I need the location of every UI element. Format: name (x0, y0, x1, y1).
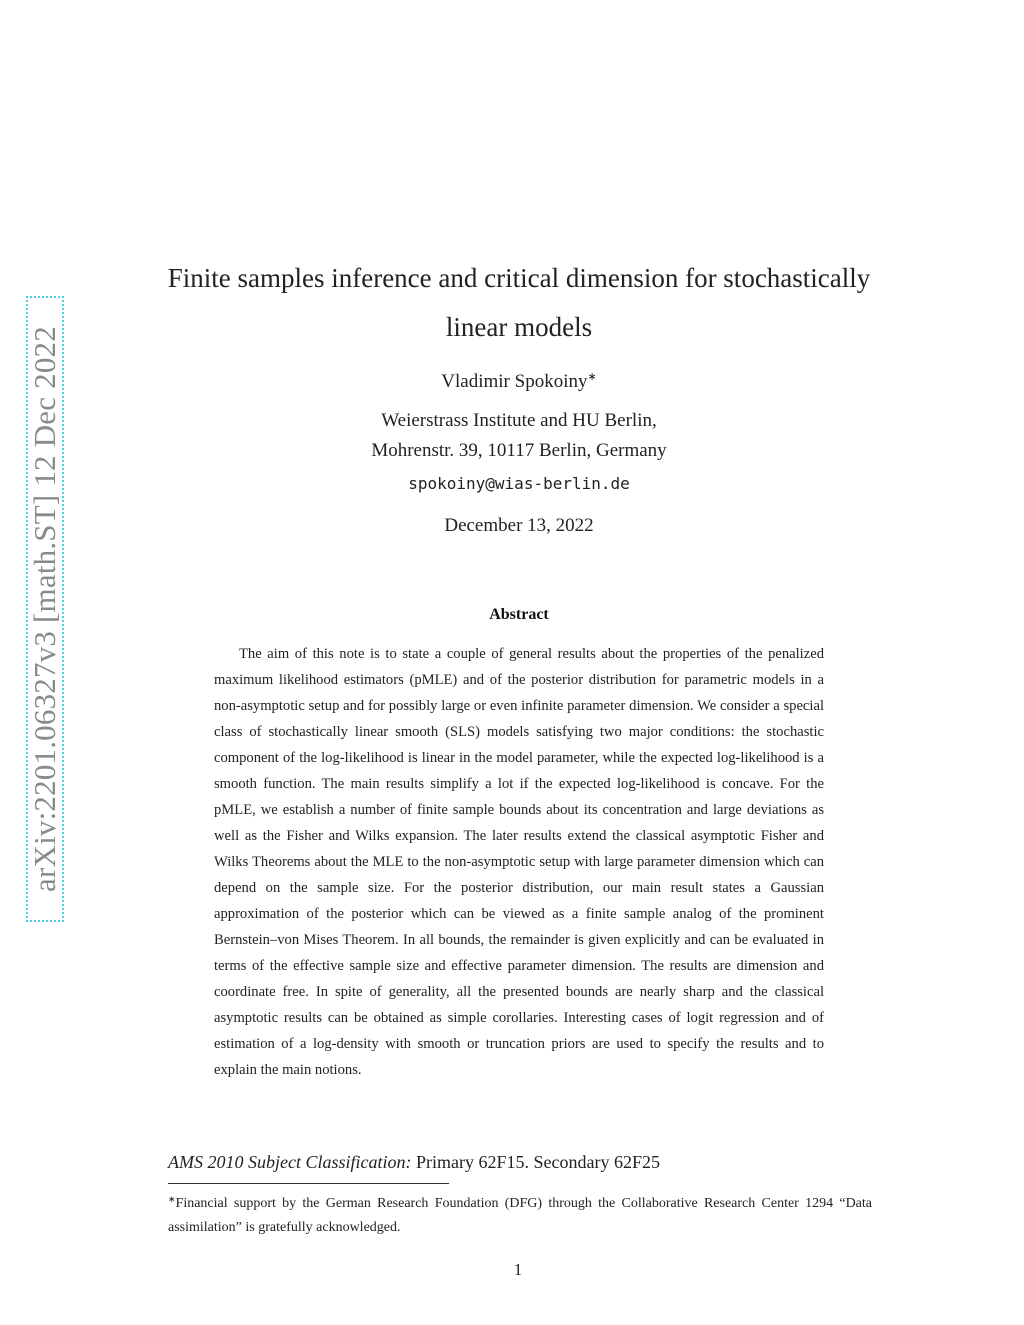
author-footnote-marker: ∗ (587, 371, 597, 383)
footnote-divider (168, 1183, 449, 1184)
subject-classification-value: Primary 62F15. Secondary 62F25 (415, 1152, 660, 1172)
page-number: 1 (513, 1260, 523, 1279)
footnote-text: Financial support by the German Research Foundation (DFG) through the Collaborative Research Center 1294 “Data assimilation” is gratefully acknowledged. (168, 1196, 872, 1235)
subject-classification (168, 1152, 660, 1173)
footnote-marker: ∗ (168, 1194, 176, 1204)
affiliation-line-2: Mohrenstr. 39, 10117 Berlin, Germany (371, 440, 667, 461)
funding-footnote (168, 1187, 872, 1240)
arxiv-identifier-stamp (26, 296, 64, 922)
subject-classification-label: AMS 2010 Subject Classification: (168, 1152, 412, 1172)
author-email: spokoiny@wias-berlin.de (408, 474, 630, 493)
abstract-text: The aim of this note is to state a couple of general results about the properties of the penalized maximum likelihood estimators (pMLE) and of the posterior distribution for parametric models in a non-asymptotic setup and for possibly large or even infinite parameter dimension. We consider a special class of stochastically linear smooth (SLS) models satisfying two major conditions: the stochastic component of the log-likelihood is linear in the model parameter, while the expected log-likelihood is a smooth function. The main results simplify a lot if the expected log-likelihood is concave. For the pMLE, we establish a number of finite sample bounds about its concentration and large deviations as well as the Fisher and Wilks expansion. The later results extend the classical asymptotic Fisher and Wilks Theorems about the MLE to the non-asymptotic setup with large parameter dimension which can depend on the sample size. For the posterior distribution, our main result states a Gaussian approximation of the posterior which can be viewed as a finite sample analog of the prominent Bernstein–von Mises Theorem. In all bounds, the remainder is given explicitly and can be evaluated in terms of the effective sample size and effective parameter dimension. The results are dimension and coordinate free. In spite of generality, all the presented bounds are nearly sharp and the classical asymptotic results can be obtained as simple corollaries. Interesting cases of logit regression and of estimation of a log-density with smooth or truncation priors are used to specify the results and to explain the main notions. (214, 646, 824, 1078)
paper-date: December 13, 2022 (444, 515, 594, 536)
abstract-heading: Abstract (489, 606, 549, 623)
paper-title: Finite samples inference and critical dimension for stochastically linear models (167, 263, 871, 342)
arxiv-identifier-text: arXiv:2201.06327v3 [math.ST] 12 Dec 2022 (27, 326, 63, 892)
affiliation-line-1: Weierstrass Institute and HU Berlin, (381, 410, 657, 431)
author-line (300, 370, 738, 393)
author-name: Vladimir Spokoiny (441, 371, 588, 392)
